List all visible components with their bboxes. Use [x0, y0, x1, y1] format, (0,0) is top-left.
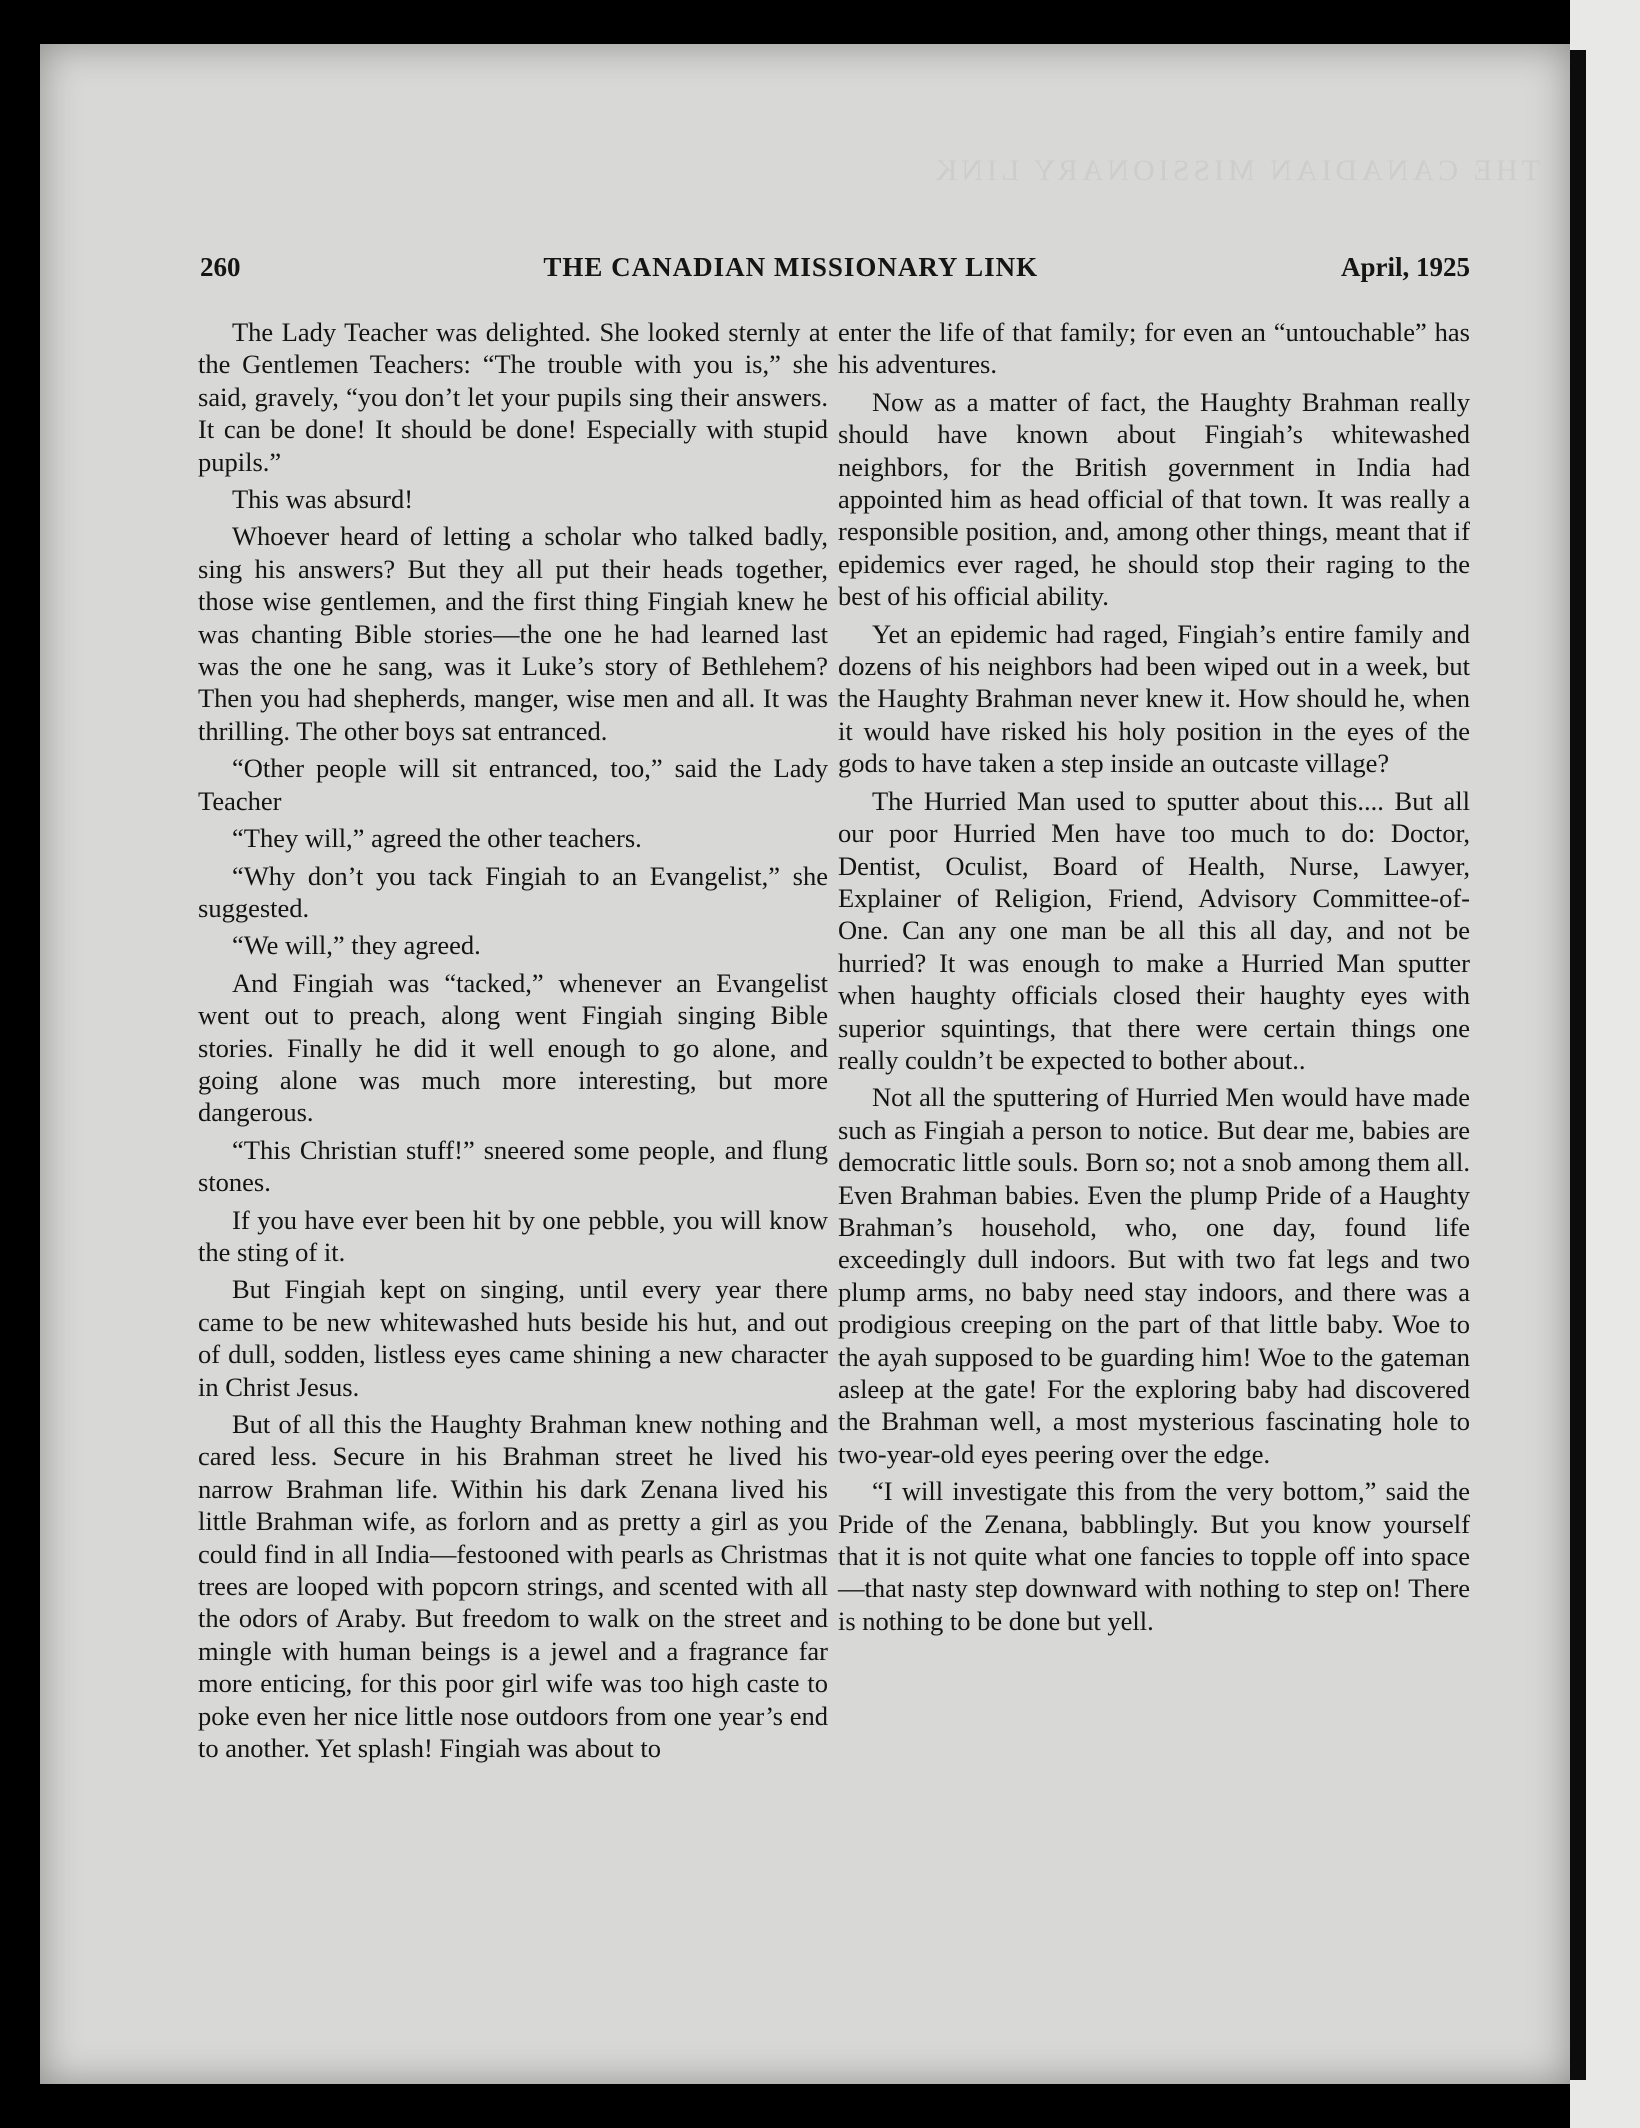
binding-shadow — [1570, 50, 1586, 2080]
issue-date: April, 1925 — [1340, 252, 1470, 282]
paragraph: The Lady Teacher was delighted. She looked sternly at the Gentlemen Teachers: “The trouble with you is,” she said, gravely, “you don’t let your pupils sing their answers. It can be done! It should be done! Especially with stupid pupils.” — [198, 317, 828, 477]
paragraph: But of all this the Haughty Brahman knew nothing and cared less. Secure in his Brahman street he lived his narrow Brahman life. Within his dark Zenana lived his little Brahman wife, as forlorn and as pretty a girl as you could find in all India—festooned with pearls as Christmas trees are looped with popcorn strings, and scented with all the odors of Araby. But freedom to walk on the street and mingle with human beings is a jewel and a fragrance far more enticing, for this poor girl wife was too high caste to poke even her nice little nose outdoors from one year’s end to another. Yet splash! Fingiah was about to — [198, 1409, 828, 1764]
publication-title: THE CANADIAN MISSIONARY LINK — [543, 252, 1039, 282]
left-column — [198, 316, 828, 1769]
paragraph: And Fingiah was “tacked,” whenever an Evangelist went out to preach, along went Fingiah singing Bible stories. Finally he did it well enough to go alone, and going alone was much more interesting, but more dangerous. — [198, 967, 828, 1128]
paragraph: “They will,” agreed the other teachers. — [232, 823, 642, 854]
paragraph: “We will,” they agreed. — [232, 930, 481, 961]
paragraph: enter the life of that family; for even an “untouchable” has his adventures. — [838, 317, 1470, 380]
paragraph: Now as a matter of fact, the Haughty Brahman really should have known about Fingiah’s whitewashed neighbors, for the British government in India had appointed him as head official of that town. It was really a responsible position, and, among other things, meant that if epidemics ever raged, he should stop their raging to the best of his official ability. — [838, 386, 1470, 612]
running-header — [200, 252, 1470, 283]
paragraph: Yet an epidemic had raged, Fingiah’s entire family and dozens of his neighbors had been wiped out in a week, but the Haughty Brahman never knew it. How should he, when it would have risked his holy position in the eyes of the gods to have taken a step inside an outcaste village? — [838, 618, 1470, 779]
paragraph: The Hurried Man used to sputter about this.... But all our poor Hurried Men have too much to do: Doctor, Dentist, Oculist, Board of Health, Nurse, Lawyer, Explainer of Religion, Friend, Advisory Committee-of-One. Can any one man be all this all day, and not be hurried? It was enough to make a Hurried Man sputter when haughty officials closed their haughty eyes with superior squintings, that there were certain things one really couldn’t be expected to bother about.. — [838, 785, 1470, 1075]
right-column — [838, 316, 1470, 1642]
paragraph: “Why don’t you tack Fingiah to an Evangelist,” she suggested. — [198, 860, 828, 923]
paragraph: This was absurd! — [232, 484, 414, 515]
adjacent-page-edge — [1570, 0, 1640, 2128]
magazine-page — [40, 44, 1570, 2084]
paragraph: “I will investigate this from the very bottom,” said the Pride of the Zenana, babblingly. But you know yourself that it is not quite what one fancies to topple off into space—that nasty step downward with nothing to step on! There is nothing to be done but yell. — [838, 1476, 1470, 1636]
paragraph: “Other people will sit entranced, too,” said the Lady Teacher — [198, 753, 828, 816]
paragraph: But Fingiah kept on singing, until every year there came to be new whitewashed huts beside his hut, and out of dull, sodden, listless eyes came shining a new character in Christ Jesus. — [198, 1274, 828, 1402]
paragraph: “This Christian stuff!” sneered some people, and flung stones. — [198, 1134, 828, 1198]
bleed-through-text: THE CANADIAN MISSIONARY LINK — [931, 154, 1540, 187]
paragraph: Not all the sputtering of Hurried Men would have made such as Fingiah a person to notice. But dear me, babies are democratic little souls. Born so; not a snob among them all. Even Brahman babies. Even the plump Pride of a Haughty Brahman’s household, who, one day, found life exceedingly dull indoors. But with two fat legs and two plump arms, no baby need stay indoors, and there was a prodigious creeping on the part of that little baby. Woe to the ayah supposed to be guarding him! Woe to the gateman asleep at the gate! For the exploring baby had discovered the Brahman well, a most mysterious fascinating hole to two-year-old eyes peering over the edge. — [838, 1082, 1470, 1469]
page-number: 260 — [200, 252, 241, 282]
paragraph: Whoever heard of letting a scholar who talked badly, sing his answers? But they all put their heads together, those wise gentlemen, and the first thing Fingiah knew he was chanting Bible stories—the one he had learned last was the one he sang, was it Luke’s story of Bethlehem? Then you had shepherds, manger, wise men and all. It was thrilling. The other boys sat entranced. — [198, 521, 828, 746]
paragraph: If you have ever been hit by one pebble, you will know the sting of it. — [198, 1204, 828, 1267]
